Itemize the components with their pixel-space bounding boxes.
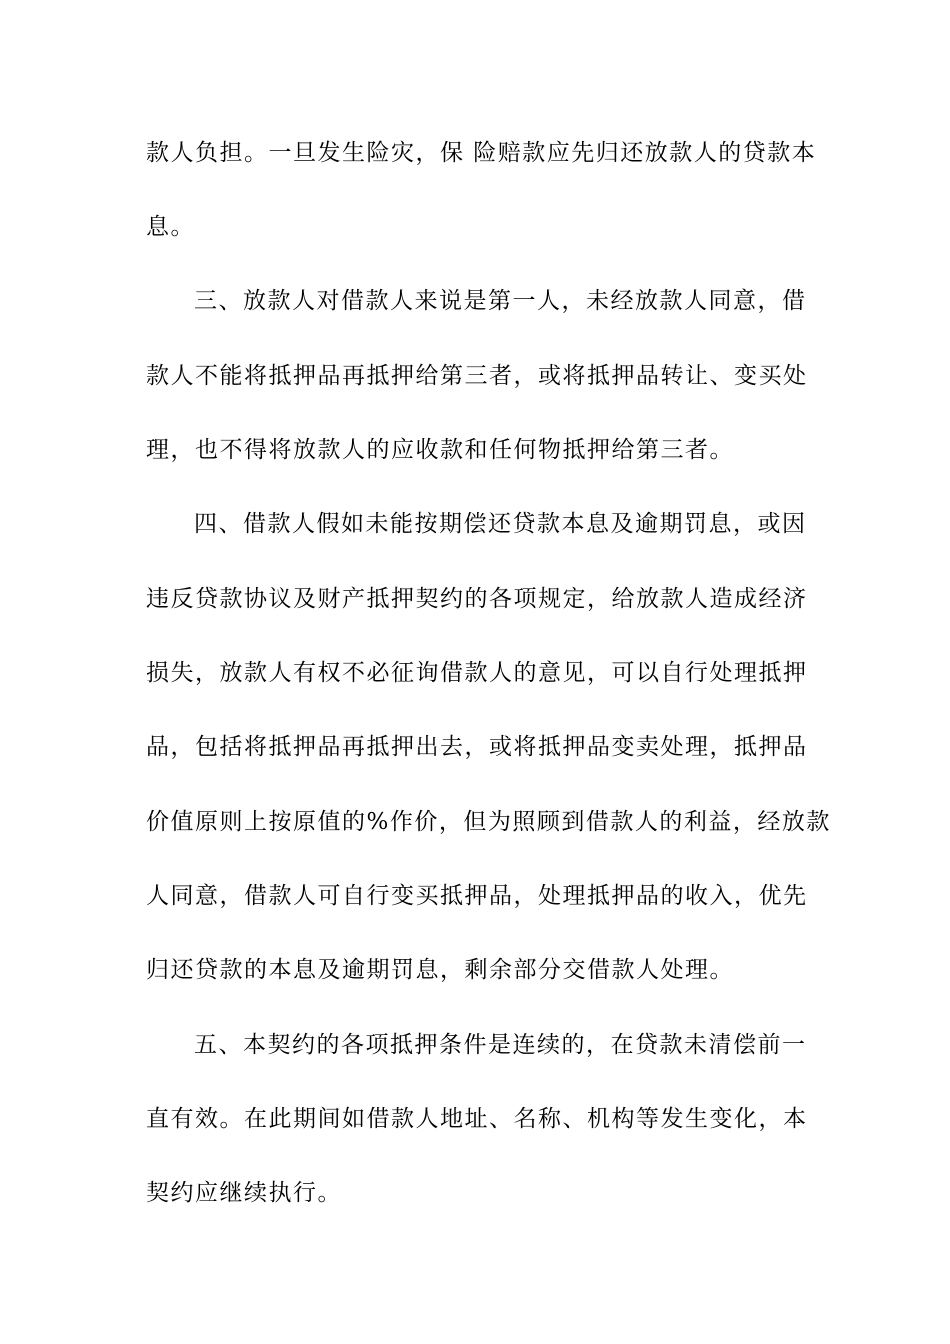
text-line: 违反贷款协议及财产抵押契约的各项规定，给放款人造成经济 — [146, 586, 808, 612]
text-line: 价值原则上按原值的%作价，但为照顾到借款人的利益，经放款 — [146, 809, 831, 835]
text-line: 损失，放款人有权不必征询借款人的意见，可以自行处理抵押 — [146, 660, 808, 686]
text-line: 息。 — [146, 214, 195, 240]
text-line: 人同意，借款人可自行变买抵押品，处理抵押品的收入，优先 — [146, 883, 808, 909]
text-line: 契约应继续执行。 — [146, 1180, 342, 1206]
text-line: 四、借款人假如未能按期偿还贷款本息及逾期罚息，或因 — [194, 511, 807, 537]
text-line: 款人不能将抵押品再抵押给第三者，或将抵押品转让、变买处 — [146, 363, 808, 389]
text-line: 五、本契约的各项抵押条件是连续的，在贷款未清偿前一 — [194, 1032, 807, 1058]
text-line: 直有效。在此期间如借款人地址、名称、机构等发生变化，本 — [146, 1106, 808, 1132]
text-line: 品，包括将抵押品再抵押出去，或将抵押品变卖处理，抵押品 — [146, 734, 808, 760]
text-line: 款人负担。一旦发生险灾，保 险赔款应先归还放款人的贷款本 — [146, 140, 817, 166]
text-line: 理，也不得将放款人的应收款和任何物抵押给第三者。 — [146, 437, 734, 463]
text-line: 三、放款人对借款人来说是第一人，未经放款人同意，借 — [194, 288, 807, 314]
text-line: 归还贷款的本息及逾期罚息，剩余部分交借款人处理。 — [146, 957, 734, 983]
